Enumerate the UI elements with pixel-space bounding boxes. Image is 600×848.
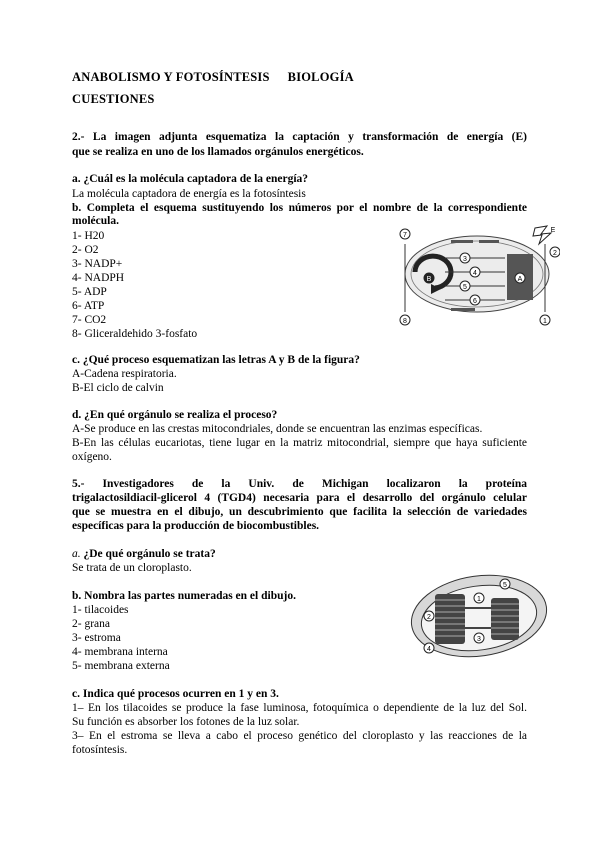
list-item: 3- NADP+: [72, 258, 123, 270]
energy-schematic-figure: [395, 222, 560, 332]
q2-a-question: a. ¿Cuál es la molécula captadora de la energía?: [72, 173, 309, 185]
figure-label: E: [550, 227, 556, 234]
q5-c-answer-3b: fotosíntesis.: [72, 744, 128, 756]
figure-label: 1: [543, 318, 547, 325]
q5-c-answer-1a: 1– En los tilacoides se produce la fase luminosa, fotoquímica o dependiente de la luz del Sol.: [72, 702, 527, 714]
figure-label: 7: [403, 232, 407, 239]
list-item: 5- membrana externa: [72, 660, 170, 672]
q2-c-question: c. ¿Qué proceso esquematizan las letras A y B de la figura?: [72, 354, 360, 366]
q5-b-question: b. Nombra las partes numeradas en el dibujo.: [72, 590, 296, 602]
q2-intro-line2: que se realiza en uno de los llamados orgánulos energéticos.: [72, 146, 364, 158]
figure-label: 3: [463, 256, 467, 263]
chloroplast-figure: [405, 572, 550, 660]
document-title: ANABOLISMO Y FOTOSÍNTESIS BIOLOGÍA: [72, 70, 354, 84]
figure-label: 4: [473, 270, 477, 277]
figure-label: 2: [427, 614, 431, 621]
list-item: 6- ATP: [72, 300, 105, 312]
q2-a-answer: La molécula captadora de energía es la fotosíntesis: [72, 188, 306, 200]
list-item: 7- CO2: [72, 314, 107, 326]
q2-c-answer-2: B-El ciclo de calvin: [72, 382, 164, 394]
list-item: 2- O2: [72, 244, 99, 256]
lightning-icon: [533, 226, 551, 244]
granum-right: [491, 598, 519, 640]
figure-label: 5: [463, 284, 467, 291]
membrane-stack: [479, 240, 499, 243]
granum-left: [435, 594, 465, 644]
q2-b-question-line2: molécula.: [72, 215, 119, 227]
list-item: 4- membrana interna: [72, 646, 168, 658]
q5-c-question: c. Indica qué procesos ocurren en 1 y en 3.: [72, 688, 279, 700]
document-subtitle: CUESTIONES: [72, 92, 155, 106]
list-item: 1- H20: [72, 230, 105, 242]
membrane-stack: [451, 240, 473, 243]
figure-label: 6: [473, 298, 477, 305]
list-item: 1- tilacoides: [72, 604, 129, 616]
q5-c-answer-1b: Su función es absorber los fotones de la luz solar.: [72, 716, 300, 728]
q5-c-answer-3a: 3– En el estroma se lleva a cabo el proceso genético del cloroplasto y las reacciones de la: [72, 730, 527, 742]
membrane-stack: [451, 308, 475, 311]
list-item: 4- NADPH: [72, 272, 125, 284]
figure-label: 2: [553, 250, 557, 257]
q2-c-answer-1: A-Cadena respiratoria.: [72, 368, 177, 380]
list-item: 2- grana: [72, 618, 110, 630]
figure-label: A: [517, 276, 523, 283]
list-item: 8- Gliceraldehido 3-fosfato: [72, 328, 198, 340]
q5-intro-line4: específicas para la producción de biocombustibles.: [72, 520, 320, 532]
figure-label: 1: [477, 596, 481, 603]
figure-label: 3: [477, 636, 481, 643]
q2-d-question: d. ¿En qué orgánulo se realiza el proceso?: [72, 409, 278, 421]
figure-label: B: [426, 276, 432, 283]
q5-intro-line2: trigalactosildiacil-glicerol 4 (TGD4) necesaria para el desarrollo del orgánulo celular: [72, 492, 527, 504]
q5-intro-line1: 5.- Investigadores de la Univ. de Michigan localizaron la proteína: [72, 478, 527, 490]
q2-d-answer-3: oxígeno.: [72, 451, 112, 463]
figure-label: 8: [403, 318, 407, 325]
q2-b-question-line1: b. Completa el esquema sustituyendo los números por el nombre de la correspondiente: [72, 202, 527, 214]
q2-d-answer-1: A-Se produce en las crestas mitocondriales, donde se encuentran las enzimas específicas.: [72, 423, 483, 435]
figure-label: 5: [503, 582, 507, 589]
q5-a-answer: Se trata de un cloroplasto.: [72, 562, 192, 574]
list-item: 3- estroma: [72, 632, 121, 644]
q2-d-answer-2: B-En las células eucariotas, tiene lugar en la matriz mitocondrial, siempre que haya suficiente: [72, 437, 527, 449]
q5-a-question: a. ¿De qué orgánulo se trata?: [72, 548, 216, 560]
figure-label: 4: [427, 646, 431, 653]
list-item: 5- ADP: [72, 286, 107, 298]
q5-intro-line3: que se muestra en el dibujo, un descubrimiento que facilita la selección de variedades: [72, 506, 527, 518]
q2-intro-line1: 2.- La imagen adjunta esquematiza la captación y transformación de energía (E): [72, 131, 527, 143]
